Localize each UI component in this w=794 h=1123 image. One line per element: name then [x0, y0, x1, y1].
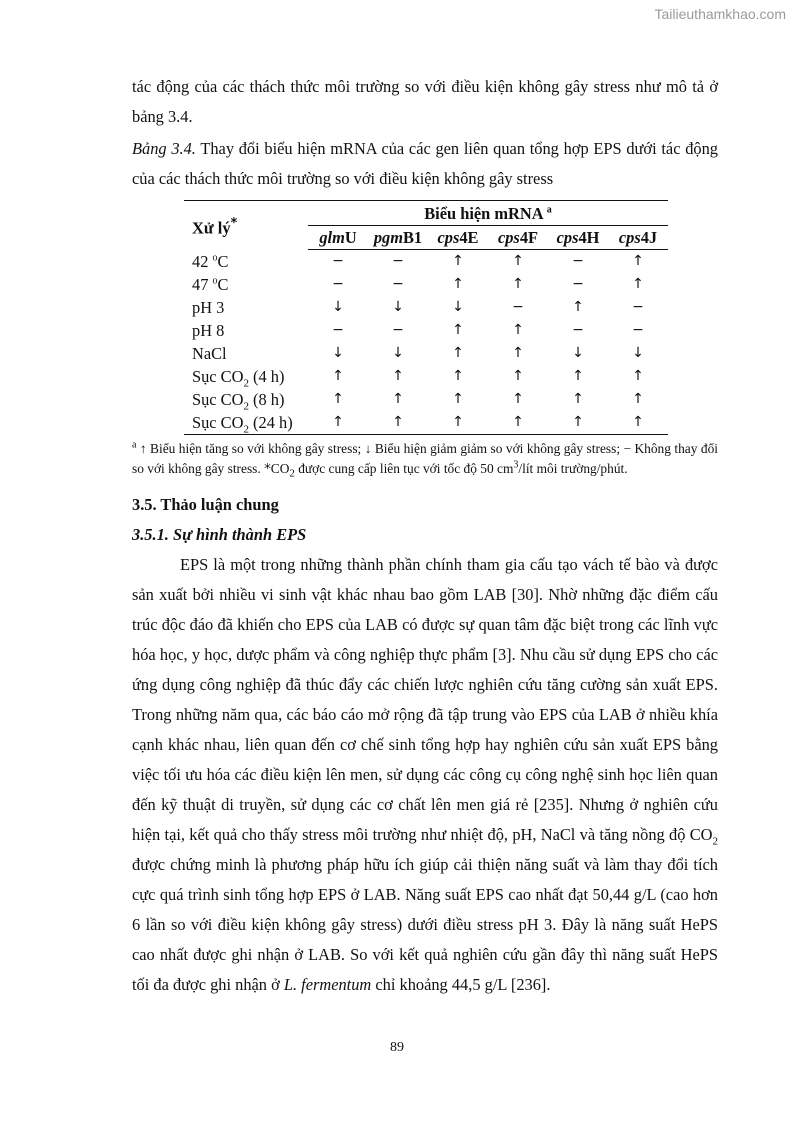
expression-cell: ↓ — [332, 345, 344, 361]
table-caption-label: Bảng 3.4. — [132, 139, 196, 158]
watermark: Tailieuthamkhao.com — [654, 6, 786, 22]
table-row — [184, 388, 668, 411]
expression-cell: ↑ — [572, 368, 584, 384]
expression-cell: ↑ — [332, 368, 344, 384]
expression-cell: ↑ — [512, 345, 524, 361]
treatment-cell: 47 $^o$C — [192, 275, 229, 294]
expression-cell: ↓ — [452, 299, 464, 315]
expression-cell: − — [572, 276, 584, 292]
expression-cell: ↑ — [452, 368, 464, 384]
document-page — [132, 72, 718, 1000]
expression-cell: ↑ — [572, 391, 584, 407]
section-heading: 3.5. Thảo luận chung — [132, 495, 279, 514]
expression-cell: ↑ — [392, 391, 404, 407]
table-caption — [132, 134, 718, 194]
expression-cell: ↑ — [632, 368, 644, 384]
species-name: L. fermentum — [283, 975, 372, 994]
intro-paragraph: tác động của các thách thức môi trường so với điều kiện không gây stress như mô tả ở bảng 3.4. — [132, 77, 718, 126]
table-row — [184, 319, 668, 342]
treatment-header: Xử lý* — [184, 201, 308, 250]
expression-cell: − — [332, 322, 344, 338]
expression-cell: ↓ — [572, 345, 584, 361]
expression-cell: ↑ — [512, 391, 524, 407]
expression-cell: ↑ — [452, 276, 464, 292]
treatment-cell: Sục $CO_2$ (24 h) — [184, 411, 308, 435]
expression-cell: − — [632, 299, 644, 315]
treatment-cell: pH 3 — [192, 298, 225, 317]
table-row — [184, 342, 668, 365]
expression-cell: ↑ — [512, 368, 524, 384]
expression-cell: ↑ — [308, 411, 368, 435]
expression-cell: − — [512, 299, 524, 315]
treatment-star-mark: * — [230, 215, 238, 231]
expression-cell: − — [392, 253, 404, 269]
expression-cell: − — [332, 253, 344, 269]
expression-cell: ↑ — [512, 253, 524, 269]
footnote-mark: a — [132, 439, 137, 451]
expression-cell: ↑ — [452, 391, 464, 407]
table-row — [184, 296, 668, 319]
gene-header-cps4f: cps4F — [488, 226, 548, 250]
footnote-star-mark: * — [264, 462, 271, 477]
expression-cell: ↑ — [428, 411, 488, 435]
expression-cell: ↑ — [608, 411, 668, 435]
table-row — [184, 411, 668, 435]
gene-header-cps4e: cps4E — [428, 226, 488, 250]
table-row — [184, 250, 668, 274]
expression-cell: ↑ — [512, 322, 524, 338]
expression-cell: ↑ — [548, 411, 608, 435]
expression-cell: ↑ — [452, 253, 464, 269]
discussion-paragraph: EPS là một trong những thành phần chính tham gia cấu tạo vách tế bào và được sản xuất bởi nhiều vi sinh vật khác nhau bao gồm LAB [30]. Nhờ những đặc điểm cấu trúc độc đáo đã khiến cho EPS của LAB có được sự quan tâm đặc biệt trong các lĩnh vực hóa học, y học, dược phẩm và công nghiệp thực phẩm [3]. Nhu cầu sử dụng EPS cho các ứng dụng công nghiệp đã thúc đẩy các chiến lược nghiên cứu tăng cường sản xuất EPS. Trong những năm qua, các báo cáo mở rộng đã tập trung vào EPS của LAB ở nhiều khía cạnh khác nhau, liên quan đến cơ chế sinh tổng hợp hay nghiên cứu sản xuất EPS bằng việc tối ưu hóa các điều kiện lên men, sử dụng các công cụ công nghệ sinh học liên quan đến kỹ thuật di truyền, sử dụng các cơ chất lên men giá rẻ [235]. Nhưng ở nghiên cứu hiện tại, kết quả cho thấy stress môi trường như nhiệt độ, pH, NaCl và tăng nồng độ $CO_2$ được chứng minh là phương pháp hữu ích giúp cải thiện năng suất và làm thay đổi tích cực quá trình sinh tổng hợp EPS ở LAB. Năng suất EPS cao nhất đạt 50,44 g/L (cao hơn 6 lần so với điều kiện không gây stress) dưới điều stress pH 3. Đây là năng suất HePS cao nhất được ghi nhận ở LAB. So với kết quả nghiên cứu gần đây thì năng suất HePS tối đa được ghi nhận ở L. fermentum chỉ khoảng 44,5 g/L [236]. — [132, 555, 718, 994]
treatment-cell: pH 8 — [192, 321, 225, 340]
mrna-group-header: Biểu hiện mRNA $^a$ — [308, 201, 668, 226]
gene-header-cps4j: cps4J — [608, 226, 668, 250]
treatment-cell: Sục $CO_2$ (8 h) — [192, 390, 285, 413]
treatment-cell: Sục $CO_2$ (4 h) — [192, 367, 285, 390]
gene-header-pgmb1: pgmB1 — [368, 226, 428, 250]
expression-cell: ↑ — [632, 276, 644, 292]
subsection-heading: 3.5.1. Sự hình thành EPS — [132, 525, 307, 544]
expression-cell: ↑ — [488, 411, 548, 435]
expression-cell: − — [632, 322, 644, 338]
gene-header-glmu: glmU — [308, 226, 368, 250]
expression-cell: − — [332, 276, 344, 292]
expression-cell: − — [392, 322, 404, 338]
table-row — [184, 273, 668, 296]
mrna-expression-table — [184, 200, 668, 435]
expression-cell: − — [392, 276, 404, 292]
expression-cell: ↑ — [332, 391, 344, 407]
expression-cell: − — [572, 253, 584, 269]
table-caption-text: Thay đổi biểu hiện mRNA của các gen liên quan tổng hợp EPS dưới tác động của các thách thức môi trường so với điều kiện không gây stress — [132, 139, 718, 188]
expression-cell: ↑ — [632, 391, 644, 407]
treatment-cell: NaCl — [192, 344, 227, 363]
footnote-legend: ↑ Biểu hiện tăng so với không gây stress; ↓ Biểu hiện giảm giảm so với không gây stress; − Không thay đổi so với không gây stress. — [132, 441, 718, 476]
expression-cell: ↑ — [572, 299, 584, 315]
body-text — [132, 550, 718, 1000]
mrna-table-wrapper — [184, 200, 668, 435]
gene-header-cps4h: cps4H — [548, 226, 608, 250]
expression-cell: ↓ — [392, 299, 404, 315]
table-body — [184, 250, 668, 435]
page-number: 89 — [390, 1040, 404, 1055]
expression-cell: ↑ — [632, 253, 644, 269]
expression-cell: ↑ — [452, 322, 464, 338]
expression-cell: ↓ — [392, 345, 404, 361]
expression-cell: ↑ — [392, 368, 404, 384]
table-row — [184, 365, 668, 388]
expression-cell: ↑ — [452, 345, 464, 361]
expression-cell: ↓ — [332, 299, 344, 315]
expression-cell: − — [572, 322, 584, 338]
expression-cell: ↑ — [368, 411, 428, 435]
expression-cell: ↓ — [632, 345, 644, 361]
table-footnote: $^a$ ↑ Biểu hiện tăng so với không gây stress; ↓ Biểu hiện giảm giảm so với không gây stress; − Không thay đổi so với không gây stress. $*CO_2$ được cung cấp liên tục với tốc độ 50 $cm^3$/lít môi trường/phút. — [132, 439, 718, 480]
expression-cell: ↑ — [512, 276, 524, 292]
mrna-group-mark: a — [546, 204, 552, 216]
treatment-cell: 42 $^o$C — [192, 251, 229, 271]
